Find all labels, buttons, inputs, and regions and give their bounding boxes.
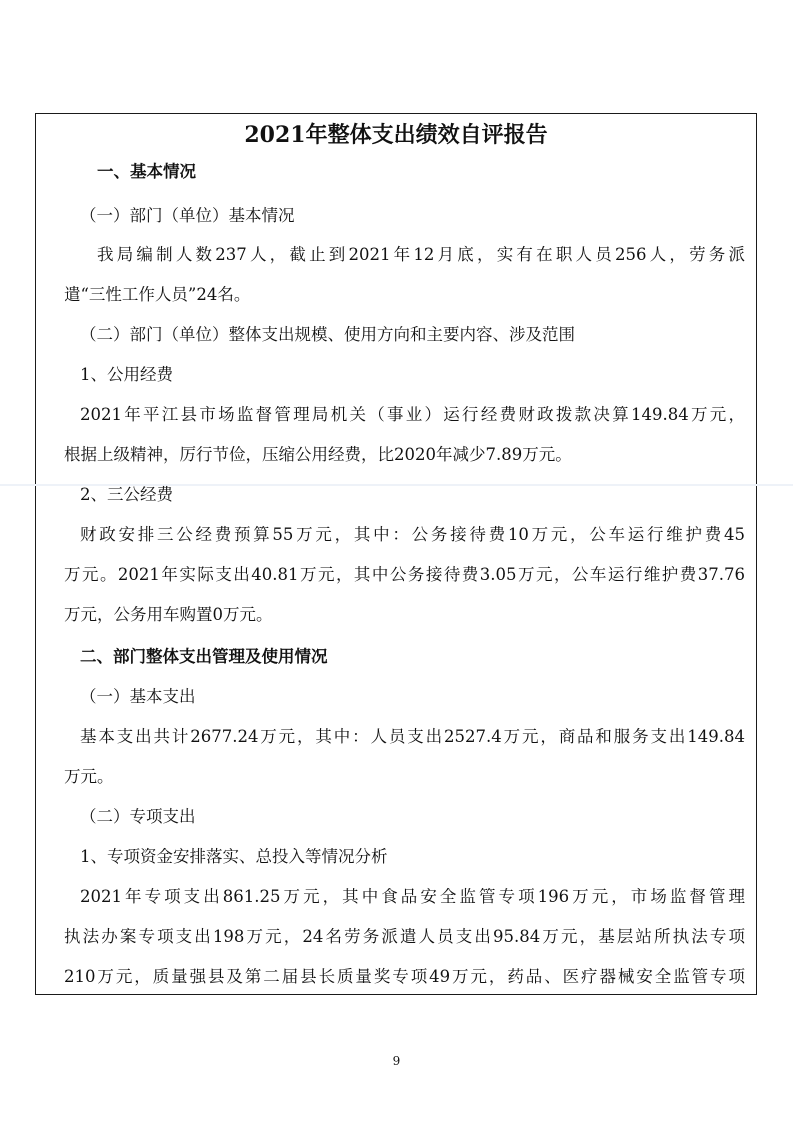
- section-heading-basic-info: 一、基本情况: [97, 162, 196, 181]
- item-heading-special-funds-analysis: 1、专项资金安排落实、总投入等情况分析: [80, 847, 388, 866]
- paragraph-staffing-line1: 我局编制人数237人，截止到2021年12月底，实有在职人员256人，劳务派: [97, 245, 745, 264]
- paragraph-public-funds-line2: 根据上级精神，厉行节俭，压缩公用经费，比2020年减少7.89万元。: [64, 445, 572, 464]
- paragraph-three-public-line3: 万元，公务用车购置0万元。: [64, 605, 273, 624]
- page-number: 9: [392, 1054, 401, 1068]
- paragraph-staffing-line2: 遣“三性工作人员”24名。: [64, 285, 251, 304]
- paragraph-public-funds-line1: 2021年平江县市场监督管理局机关（事业）运行经费财政拨款决算149.84万元，: [80, 405, 745, 424]
- paragraph-three-public-line2: 万元。2021年实际支出40.81万元，其中公务接待费3.05万元，公车运行维护费37.76: [64, 565, 745, 584]
- paragraph-basic-expenditure-line2: 万元。: [64, 767, 114, 786]
- paragraph-basic-expenditure-line1: 基本支出共计2677.24万元，其中：人员支出2527.4万元，商品和服务支出149.84: [80, 727, 745, 746]
- paragraph-special-funds-line1: 2021年专项支出861.25万元，其中食品安全监管专项196万元，市场监督管理: [80, 887, 745, 906]
- paragraph-special-funds-line3: 210万元，质量强县及第二届县长质量奖专项49万元，药品、医疗器械安全监管专项: [64, 967, 745, 986]
- page-title: 2021年整体支出绩效自评报告: [244, 122, 548, 148]
- item-heading-public-funds: 1、公用经费: [80, 365, 173, 384]
- paragraph-three-public-line1: 财政安排三公经费预算55万元，其中：公务接待费10万元，公车运行维护费45: [80, 525, 745, 544]
- subsection-heading-dept-basic: （一）部门（单位）基本情况: [80, 206, 295, 225]
- paragraph-special-funds-line2: 执法办案专项支出198万元，24名劳务派遣人员支出95.84万元，基层站所执法专项: [64, 927, 745, 946]
- section-heading-expenditure-management: 二、部门整体支出管理及使用情况: [80, 647, 328, 666]
- subsection-heading-dept-scale: （二）部门（单位）整体支出规模、使用方向和主要内容、涉及范围: [80, 325, 575, 344]
- subsection-heading-basic-expenditure: （一）基本支出: [80, 687, 196, 706]
- item-heading-three-public: 2、三公经费: [80, 485, 173, 504]
- subsection-heading-special-expenditure: （二）专项支出: [80, 807, 196, 826]
